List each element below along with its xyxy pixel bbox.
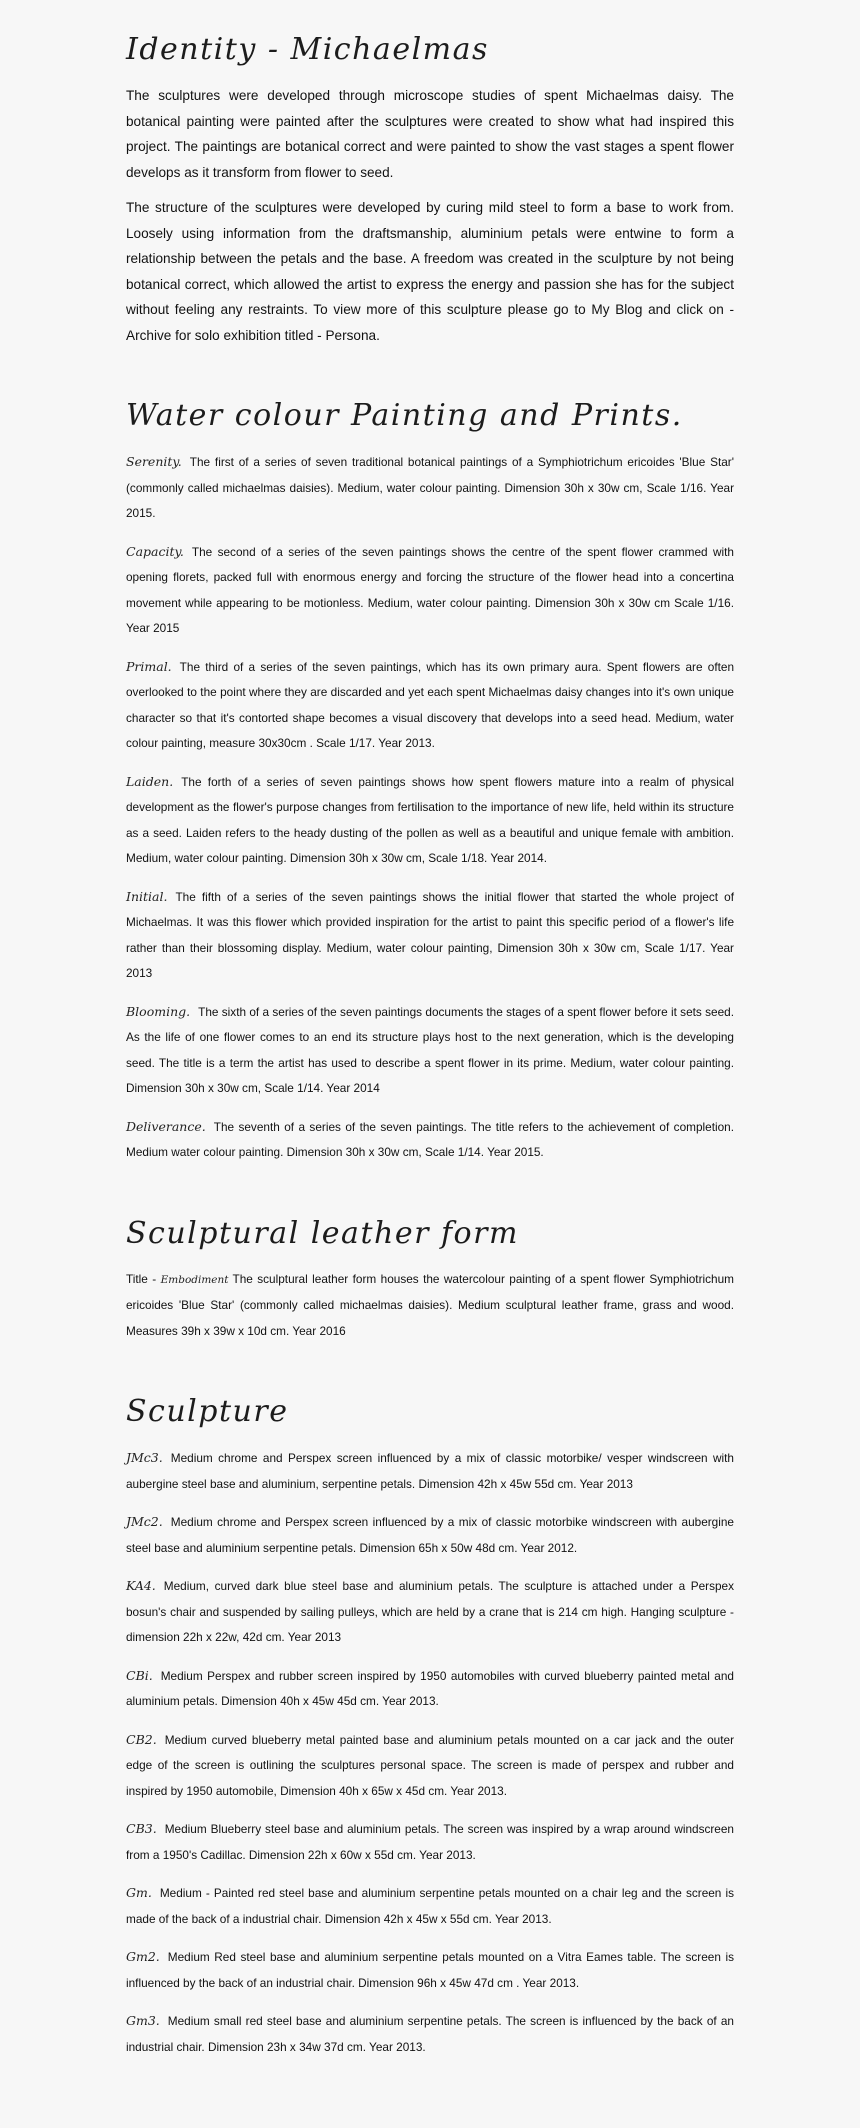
painting-title: Deliverance. (126, 1118, 206, 1134)
sculpture-heading: Sculpture (126, 1394, 289, 1429)
sculpture-gm2 (126, 1944, 734, 1996)
sculpture-title: Gm2. (126, 1949, 160, 1964)
sculpture-section (126, 1392, 734, 2060)
painting-description: The seventh of a series of the seven paintings. The title refers to the achievement of completion. Medium water colour painting. Dimension 30h x 30w cm, Scale 1/14. Year 2015. (126, 1119, 734, 1159)
painting-title: Capacity. (126, 543, 184, 559)
sculpture-title: KA4. (126, 1578, 156, 1593)
sculpture-title: Gm3. (126, 2013, 160, 2028)
sculpture-description: Medium Blueberry steel base and aluminium petals. The screen was inspired by a wrap around windscreen from a 1950's Cadillac. Dimension 22h x 60w x 55d cm. Year 2013. (126, 1822, 734, 1862)
identity-paragraph-1: The sculptures were developed through microscope studies of spent Michaelmas daisy. The botanical painting were painted after the sculptures were created to show what had inspired this project. The paintings are botanical correct and were painted to show the vast stages a spent flower develops as it transform from flower to seed. (126, 88, 734, 180)
watercolour-heading: Water colour Painting and Prints. (126, 398, 683, 433)
painting-title: Blooming. (126, 1003, 191, 1019)
sculpture-cbi (126, 1663, 734, 1715)
watercolour-section (126, 396, 734, 1166)
painting-description: The first of a series of seven traditional botanical paintings of a Symphiotrichum ericoides 'Blue Star' (commonly called michaelmas daisies). Medium, water colour painting. Dimension 30h x 30w cm, Scale 1/16. Year 2015. (126, 455, 734, 520)
sculpture-description: Medium Perspex and rubber screen inspired by 1950 automobiles with curved blueberry painted metal and aluminium petals. Dimension 40h x 45w 45d cm. Year 2013. (126, 1668, 734, 1708)
sculpture-title: CBi. (126, 1667, 153, 1683)
leather-description: The sculptural leather form houses the watercolour painting of a spent flower Symphiotrichum ericoides 'Blue Star' (commonly called michaelmas daisies). Medium sculptural leather frame, grass and wood. Measures 39h x 39w x 10d cm. Year 2016 (126, 1271, 734, 1338)
painting-serenity (126, 449, 734, 527)
painting-title: Laiden. (126, 773, 174, 789)
sculpture-title: JMc2. (126, 1514, 163, 1529)
painting-initial (126, 884, 734, 987)
sculpture-description: Medium Red steel base and aluminium serpentine petals mounted on a Vitra Eames table. The screen is influenced by the back of an industrial chair. Dimension 96h x 45w 47d cm . Year 2013. (126, 1950, 734, 1990)
painting-description: The second of a series of the seven paintings shows the centre of the spent flower crammed with opening florets, packed full with enormous energy and forcing the structure of the flower head into a concertina movement while appearing to be motionless. Medium, water colour painting. Dimension 30h x 30w cm Scale 1/16. Year 2015 (126, 544, 734, 635)
sculpture-cb2 (126, 1727, 734, 1805)
sculpture-title: JMc3. (126, 1450, 163, 1465)
painting-description: The forth of a series of seven paintings shows how spent flowers mature into a realm of physical development as the flower's purpose changes from fertilisation to the importance of new life, held within its structure as a seed. Laiden refers to the heady dusting of the pollen as well as a beautiful and unique female with ambition. Medium, water colour painting. Dimension 30h x 30w cm, Scale 1/18. Year 2014. (126, 774, 734, 865)
sculpture-gm (126, 1880, 734, 1932)
identity-heading: Identity - Michaelmas (126, 32, 489, 67)
painting-description: The sixth of a series of the seven paintings documents the stages of a spent flower before it sets seed. As the life of one flower comes to an end its structure plays host to the next generation, which is the developing seed. The title is a term the artist has used to describe a spent flower in its prime. Medium, water colour painting. Dimension 30h x 30w cm, Scale 1/14. Year 2014 (126, 1004, 734, 1095)
identity-section (126, 30, 734, 348)
painting-laiden (126, 769, 734, 872)
leather-title: Embodiment (160, 1273, 229, 1286)
page-content (126, 0, 734, 2128)
sculpture-cb3 (126, 1816, 734, 1868)
sculpture-description: Medium chrome and Perspex screen influenced by a mix of classic motorbike/ vesper windscreen with aubergine steel base and aluminium, serpentine petals. Dimension 42h x 45w 55d cm. Year 2013 (126, 1451, 734, 1491)
painting-blooming (126, 999, 734, 1102)
identity-paragraph-2: The structure of the sculptures were developed by curing mild steel to form a base to work from. Loosely using information from the draftsmanship, aluminium petals were entwine to form a relationship between the petals and the base. A freedom was created in the sculpture by not being botanical correct, which allowed the artist to express the energy and passion she has for the subject without feeling any restraints. To view more of this sculpture please go to My Blog and click on - Archive for solo exhibition titled - Persona. (126, 200, 734, 343)
sculpture-description: Medium, curved dark blue steel base and aluminium petals. The sculpture is attached under a Perspex bosun's chair and suspended by sailing pulleys, which are held by a crane that is 214 cm high. Hanging sculpture - dimension 22h x 22w, 42d cm. Year 2013 (126, 1579, 734, 1644)
painting-title: Initial. (126, 888, 168, 904)
leather-title-prefix: Title - (126, 1271, 161, 1286)
sculpture-title: CB3. (126, 1821, 157, 1836)
sculpture-description: Medium chrome and Perspex screen influenced by a mix of classic motorbike windscreen with aubergine steel base and aluminium serpentine petals. Dimension 65h x 50w 48d cm. Year 2012. (126, 1515, 734, 1555)
painting-capacity (126, 539, 734, 642)
sculpture-jmc3 (126, 1445, 734, 1497)
leather-section (126, 1214, 734, 1345)
sculpture-ka4 (126, 1573, 734, 1651)
painting-description: The third of a series of the seven paintings, which has its own primary aura. Spent flowers are often overlooked to the point where they are discarded and yet each spent Michaelmas daisy changes into it's own unique character so that it's contorted shape becomes a visual discovery that develops into a seed head. Medium, water colour painting, measure 30x30cm . Scale 1/17. Year 2013. (126, 659, 734, 750)
painting-title: Primal. (126, 658, 172, 674)
sculpture-description: Medium curved blueberry metal painted base and aluminium petals mounted on a car jack and the outer edge of the screen is outlining the sculptures personal space. The screen is made of perspex and rubber and inspired by 1950 automobile, Dimension 40h x 65w x 45d cm. Year 2013. (126, 1732, 734, 1798)
sculpture-description: Medium small red steel base and aluminium serpentine petals. The screen is influenced by the back of an industrial chair. Dimension 23h x 34w 37d cm. Year 2013. (126, 2014, 734, 2054)
painting-deliverance (126, 1114, 734, 1166)
sculpture-title: Gm. (126, 1885, 152, 1900)
sculpture-jmc2 (126, 1509, 734, 1561)
painting-primal (126, 654, 734, 757)
painting-title: Serenity. (126, 454, 182, 469)
leather-form-entry (126, 1267, 734, 1345)
leather-heading: Sculptural leather form (126, 1215, 519, 1251)
sculpture-description: Medium - Painted red steel base and aluminium serpentine petals mounted on a chair leg and the screen is made of the back of a industrial chair. Dimension 42h x 45w x 55d cm. Year 2013. (126, 1886, 734, 1926)
sculpture-title: CB2. (126, 1731, 157, 1747)
painting-description: The fifth of a series of the seven paintings shows the initial flower that started the whole project of Michaelmas. It was this flower which provided inspiration for the artist to paint this specific period of a flower's life rather than their blossoming display. Medium, water colour painting, Dimension 30h x 30w cm, Scale 1/17. Year 2013 (126, 889, 734, 980)
sculpture-gm3 (126, 2008, 734, 2060)
